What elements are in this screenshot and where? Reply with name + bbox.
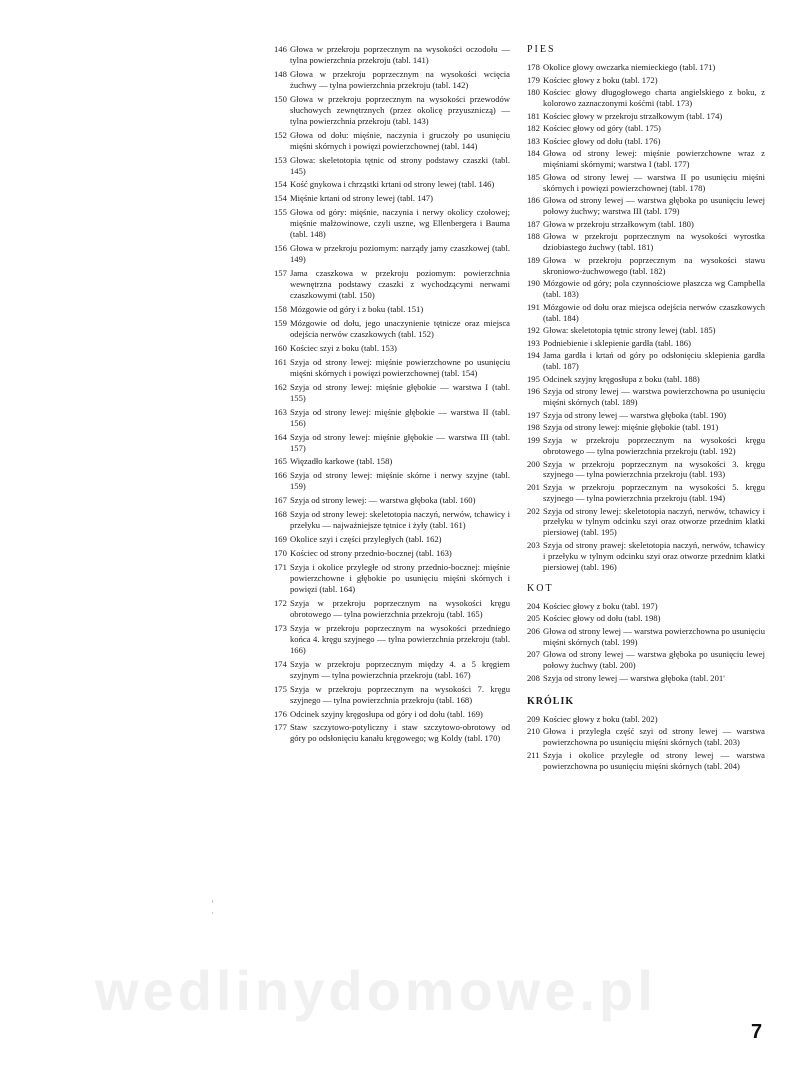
entry-title: Głowa: skeletotopia tętnic od strony podstawy czaszki (tabl. 145) <box>290 154 510 176</box>
entry-number: 189 <box>527 254 540 265</box>
entry-number: 173 <box>274 622 287 633</box>
toc-entry <box>274 69 510 91</box>
toc-entry <box>274 357 510 379</box>
entry-title: Okolice głowy owczarka niemieckiego (tabl. 171) <box>543 62 716 72</box>
entry-title: Szyja i okolice przyległe od strony przednio-bocznej: mięśnie powierzchowne i głębokie po usunięciu mięśni skórnych i powięzi (tabl. 164) <box>290 562 510 594</box>
toc-entry <box>274 495 510 506</box>
toc-entry <box>274 44 510 66</box>
entry-title: Kościec głowy z boku (tabl. 202) <box>543 713 658 724</box>
toc-entry <box>527 219 765 230</box>
entry-title: Kościec głowy od góry (tabl. 175) <box>543 123 661 134</box>
entry-title: Głowa w przekroju strzałkowym (tabl. 180) <box>543 218 694 229</box>
entry-title: Szyja od strony lewej — warstwa powierzchowna po usunięciu mięśni skórnych (tabl. 189) <box>543 386 765 408</box>
section-heading-krolik: KRÓLIK <box>527 695 575 707</box>
entry-title: Szyja w przekroju poprzecznym na wysokości kręgu obrotowego — tylna powierzchnia przekroju (tabl. 192) <box>543 435 765 456</box>
toc-entry <box>274 534 510 545</box>
watermark: wedlinydomowe.pl <box>95 959 657 1022</box>
toc-entry <box>527 75 765 86</box>
entry-title: Okolice szyi i części przyległych (tabl. 162) <box>290 534 442 545</box>
entry-number: 162 <box>274 381 287 392</box>
entry-number: 182 <box>527 123 540 134</box>
entry-number: 207 <box>527 649 540 660</box>
entry-number: 165 <box>274 456 287 467</box>
entry-title: Szyja w przekroju poprzecznym między 4. a 5 kręgiem szyjnym — tylna powierzchnia przekroju (tabl. 167) <box>290 658 510 680</box>
entry-title: Kość gnykowa i chrząstki krtani od strony lewej (tabl. 146) <box>290 179 495 190</box>
entry-title: Głowa w przekroju poprzecznym na wysokości wcięcia żuchwy — tylna powierzchnia przekroju (tabl. 142) <box>290 68 510 90</box>
entry-title: Mózgowie od góry i z boku (tabl. 151) <box>290 304 424 315</box>
entry-title: Kościec głowy od dołu (tabl. 198) <box>543 613 661 624</box>
entry-title: Szyja i okolice przyległe od strony lewej — warstwa powierzchowna po usunięciu mięśni skórnych (tabl. 204) <box>543 749 765 771</box>
entry-title: Odcinek szyjny kręgosłupa z boku (tabl. 188) <box>543 373 700 384</box>
toc-entry <box>274 456 510 467</box>
entry-title: Szyja w przekroju poprzecznym na wysokości 3. kręgu szyjnego — tylna powierzchnia przekroju (tabl. 193) <box>543 458 765 480</box>
toc-entry <box>527 540 765 573</box>
entry-number: 153 <box>274 154 287 165</box>
toc-entry <box>274 709 510 720</box>
entry-title: Kościec głowy od dołu (tabl. 176) <box>543 135 661 146</box>
entry-title: Mózgowie od dołu oraz miejsca odejścia nerwów czaszkowych (tabl. 184) <box>543 301 765 323</box>
entry-title: Kościec głowy długogłowego charta angielskiego z boku, z kolorowo zaznaczonymi kośćmi (tabl. 173) <box>543 87 765 109</box>
entry-title: Głowa w przekroju poziomym: narządy jamy czaszkowej (tabl. 149) <box>290 243 510 265</box>
toc-entry <box>527 338 765 349</box>
entry-number: 163 <box>274 406 287 417</box>
entry-number: 191 <box>527 301 540 312</box>
toc-entry <box>527 482 765 504</box>
left-column <box>274 44 510 747</box>
entry-title: Szyja od strony lewej: mięśnie głębokie — warstwa III (tabl. 157) <box>290 431 510 453</box>
entry-title: Szyja od strony lewej: skeletotopia naczyń, nerwów, tchawicy i przełyku — najważniejsze tętnice i żyły (tabl. 161) <box>290 509 510 531</box>
toc-entry <box>527 726 765 748</box>
entry-number: 192 <box>527 325 540 336</box>
toc-entry <box>274 318 510 340</box>
entry-number: 159 <box>274 317 287 328</box>
entry-number: 190 <box>527 278 540 289</box>
toc-entry <box>527 506 765 539</box>
toc-entry <box>527 111 765 122</box>
entry-number: 148 <box>274 68 287 79</box>
entry-title: Kościec głowy z boku (tabl. 172) <box>543 74 658 85</box>
toc-entry <box>527 231 765 253</box>
entry-number: 193 <box>527 337 540 348</box>
entry-title: Szyja od strony prawej: skeletotopia naczyń, nerwów, tchawicy i przełyku w tylnym odcinku szyi oraz otworze przednim klatki piersiowej (tabl. 196) <box>543 539 765 572</box>
entry-title: Kościec szyi z boku (tabl. 153) <box>290 342 397 353</box>
entry-number: 181 <box>527 110 540 121</box>
section-pies <box>527 44 765 573</box>
toc-entry <box>527 422 765 433</box>
entry-number: 166 <box>274 470 287 481</box>
entry-title: Głowa w przekroju poprzecznym na wysokości stawu skroniowo-żuchwowego (tabl. 182) <box>543 254 765 276</box>
toc-entry <box>274 623 510 656</box>
entry-number: 201 <box>527 482 540 493</box>
entry-title: Głowa w przekroju poprzecznym na wysokości oczodołu — tylna powierzchnia przekroju (tabl. 141) <box>290 44 510 65</box>
toc-entry <box>274 243 510 265</box>
toc-entry <box>527 278 765 300</box>
entry-number: 176 <box>274 708 287 719</box>
entry-title: Głowa od strony lewej — warstwa II po usunięciu mięśni skórnych i powięzi powierzchownej (tabl. 178) <box>543 171 765 193</box>
toc-entry <box>274 304 510 315</box>
toc-entry <box>274 659 510 681</box>
toc-entry <box>274 382 510 404</box>
entry-title: Mózgowie od dołu, jego unaczynienie tętnicze oraz miejsca odejścia nerwów czaszkowych (tabl. 152) <box>290 317 510 339</box>
entry-title: Staw szczytowo-potyliczny i staw szczytowo-obrotowy od góry po odsłonięciu kanału kręgowego; wg Koldy (tabl. 170) <box>290 722 510 744</box>
toc-entry <box>527 136 765 147</box>
entry-number: 158 <box>274 304 287 315</box>
toc-entry <box>274 722 510 744</box>
entry-number: 184 <box>527 148 540 159</box>
entry-number: 179 <box>527 74 540 85</box>
entry-title: Szyja od strony lewej: mięśnie skórne i nerwy szyjne (tabl. 159) <box>290 470 510 492</box>
entry-title: Szyja w przekroju poprzecznym na wysokości kręgu obrotowego — tylna powierzchnia przekroju (tabl. 165) <box>290 597 510 619</box>
toc-entry <box>274 179 510 190</box>
entry-title: Jama czaszkowa w przekroju poziomym: powierzchnia wewnętrzna podstawy czaszki z wychodzącymi nerwami czaszkowymi (tabl. 150) <box>290 268 510 301</box>
entry-title: Szyja od strony lewej: mięśnie głębokie (tabl. 191) <box>543 422 719 433</box>
entry-number: 172 <box>274 597 287 608</box>
scan-speck <box>212 900 213 903</box>
toc-entry <box>274 207 510 240</box>
entry-number: 186 <box>527 195 540 206</box>
toc-entry <box>527 410 765 421</box>
entry-number: 157 <box>274 268 287 279</box>
entry-number: 211 <box>527 749 540 760</box>
entry-number: 156 <box>274 243 287 254</box>
toc-entry <box>527 386 765 408</box>
toc-entry <box>527 613 765 624</box>
toc-entry <box>274 470 510 492</box>
entry-title: Mięśnie krtani od strony lewej (tabl. 147) <box>290 193 433 204</box>
entry-number: 177 <box>274 722 287 733</box>
scan-speck <box>212 912 213 914</box>
entry-number: 175 <box>274 683 287 694</box>
toc-entry <box>527 459 765 481</box>
section-krolik <box>527 696 765 772</box>
entry-title: Głowa od strony lewej — warstwa powierzchowna po usunięciu mięśni skórnych (tabl. 199) <box>543 625 765 647</box>
toc-entry <box>527 123 765 134</box>
entry-number: 198 <box>527 422 540 433</box>
toc-entry <box>274 343 510 354</box>
entry-title: Głowa od strony lewej — warstwa głęboka po usunięciu lewej połowy żuchwy (tabl. 200) <box>543 649 765 671</box>
entry-title: Odcinek szyjny kręgosłupa od góry i od dołu (tabl. 169) <box>290 708 483 719</box>
toc-entry <box>274 509 510 531</box>
entry-title: Szyja od strony lewej: skeletotopia naczyń, nerwów, tchawicy i przełyku w tylnym odcinku szyi oraz otworze przednim klatki piersiowej (tabl. 195) <box>543 505 765 538</box>
toc-entry <box>527 673 765 684</box>
entry-title: Szyja od strony lewej — warstwa głęboka (tabl. 190) <box>543 409 727 420</box>
toc-entry <box>527 148 765 170</box>
entry-number: 185 <box>527 171 540 182</box>
toc-entry <box>274 94 510 127</box>
entry-title: Kościec głowy w przekroju strzałkowym (tabl. 174) <box>543 110 723 121</box>
entry-title: Kościec od strony przednio-bocznej (tabl. 163) <box>290 548 452 559</box>
entry-title: Szyja w przekroju poprzecznym na wysokości 7. kręgu szyjnego — tylna powierzchnia przekroju (tabl. 168) <box>290 683 510 705</box>
toc-entry <box>527 302 765 324</box>
entry-number: 195 <box>527 373 540 384</box>
entry-title: Szyja w przekroju poprzecznym na wysokości przedniego końca 4. kręgu szyjnego — tylna powierzchnia przekroju (tabl. 166) <box>290 622 510 655</box>
entry-number: 150 <box>274 93 287 104</box>
toc-entry <box>274 562 510 595</box>
section-heading-kot: KOT <box>527 582 554 594</box>
entry-title: Mózgowie od góry; pola czynnościowe płaszcza wg Campbella (tabl. 183) <box>543 278 765 300</box>
toc-entry <box>527 195 765 217</box>
entry-number: 183 <box>527 135 540 146</box>
entry-title: Szyja od strony lewej: — warstwa głęboka (tabl. 160) <box>290 495 476 506</box>
entry-number: 155 <box>274 207 287 218</box>
entry-title: Głowa od strony lewej: mięśnie powierzchowne wraz z mięśniami skórnymi; warstwa I (tabl. 177) <box>543 148 765 170</box>
entry-title: Szyja od strony lewej: mięśnie powierzchowne po usunięciu mięśni skórnych i powięzi powierzchownej (tabl. 154) <box>290 356 510 378</box>
entry-title: Głowa w przekroju poprzecznym na wysokości wyrostka dziobiastego żuchwy (tabl. 181) <box>543 231 765 253</box>
entry-number: 204 <box>527 600 540 611</box>
toc-entry <box>274 193 510 204</box>
entry-title: Kościec głowy z boku (tabl. 197) <box>543 600 658 611</box>
toc-entry <box>527 374 765 385</box>
toc-entry <box>274 432 510 454</box>
section-heading-pies: PIES <box>527 44 556 55</box>
entry-title: Głowa: skeletotopia tętnic strony lewej (tabl. 185) <box>543 325 716 336</box>
toc-entry <box>527 172 765 194</box>
toc-entry <box>527 255 765 277</box>
toc-entry <box>274 598 510 620</box>
toc-entry <box>527 649 765 671</box>
entry-title: Głowa w przekroju poprzecznym na wysokości przewodów słuchowych zewnętrznych (przez okolicę przyuszniczą) — tylna powierzchnia przekroju (tabl. 143) <box>290 93 510 126</box>
entry-title: Szyja od strony lewej — warstwa głęboka (tabl. 201' <box>543 672 725 683</box>
entry-number: 187 <box>527 218 540 229</box>
toc-entry <box>527 601 765 612</box>
toc-entry <box>527 750 765 772</box>
entry-number: 202 <box>527 505 540 516</box>
entry-number: 174 <box>274 658 287 669</box>
entry-title: Głowa od dołu: mięśnie, naczynia i gruczoły po usunięciu mięśni skórnych i powięzi powierzchownej (tabl. 144) <box>290 129 510 151</box>
entry-title: Szyja od strony lewej: mięśnie głębokie — warstwa I (tabl. 155) <box>290 381 510 403</box>
entry-title: Głowa i przyległa część szyi od strony lewej — warstwa powierzchowna po usunięciu mięśni skórnych (tabl. 203) <box>543 726 765 748</box>
entry-number: 197 <box>527 409 540 420</box>
entry-number: 203 <box>527 539 540 550</box>
entry-number: 209 <box>527 713 540 724</box>
entry-number: 178 <box>527 62 540 72</box>
entry-number: 161 <box>274 356 287 367</box>
entry-number: 170 <box>274 548 287 559</box>
entry-number: 194 <box>527 350 540 361</box>
entry-title: Podniebienie i sklepienie gardła (tabl. 186) <box>543 337 691 348</box>
entry-number: 164 <box>274 431 287 442</box>
toc-entry <box>274 130 510 152</box>
page-number: 7 <box>751 1021 763 1043</box>
toc-entry <box>527 87 765 109</box>
entry-number: 205 <box>527 613 540 624</box>
entry-number: 146 <box>274 44 287 54</box>
entry-number: 208 <box>527 672 540 683</box>
entry-title: Szyja od strony lewej: mięśnie głębokie — warstwa II (tabl. 156) <box>290 406 510 428</box>
right-column <box>527 44 765 773</box>
entry-number: 154 <box>274 179 287 190</box>
toc-entry <box>527 435 765 457</box>
toc-entry <box>527 350 765 372</box>
entry-title: Szyja w przekroju poprzecznym na wysokości 5. kręgu szyjnego — tylna powierzchnia przekroju (tabl. 194) <box>543 482 765 503</box>
entry-number: 167 <box>274 495 287 506</box>
entry-title: Głowa od góry: mięśnie, naczynia i nerwy okolicy czołowej; mięśnie małżowinowe, czyli uszne, wg Ellenbergera i Bauma (tabl. 148) <box>290 207 510 240</box>
toc-entry <box>274 684 510 706</box>
toc-entry <box>527 626 765 648</box>
entry-number: 171 <box>274 562 287 573</box>
toc-entry <box>274 407 510 429</box>
toc-entry <box>527 714 765 725</box>
entry-number: 196 <box>527 386 540 397</box>
entry-title: Więzadło karkowe (tabl. 158) <box>290 456 393 467</box>
entry-number: 152 <box>274 129 287 140</box>
entry-number: 200 <box>527 458 540 469</box>
entry-number: 206 <box>527 625 540 636</box>
toc-entry <box>527 62 765 73</box>
entry-title: Głowa od strony lewej — warstwa głęboka po usunięciu lewej połowy żuchwy; warstwa III (tabl. 179) <box>543 195 765 217</box>
entry-title: Jama gardła i krtań od góry po odsłonięciu sklepienia gardła (tabl. 187) <box>543 350 765 372</box>
entry-number: 169 <box>274 534 287 545</box>
entry-number: 210 <box>527 726 540 737</box>
entry-number: 199 <box>527 435 540 446</box>
toc-entry <box>527 325 765 336</box>
entry-number: 160 <box>274 342 287 353</box>
entry-number: 154 <box>274 193 287 204</box>
entry-number: 188 <box>527 231 540 242</box>
section-kot <box>527 583 765 684</box>
toc-entry <box>274 155 510 177</box>
toc-entry <box>274 548 510 559</box>
entry-number: 180 <box>527 87 540 98</box>
toc-entry <box>274 268 510 301</box>
entry-number: 168 <box>274 509 287 520</box>
